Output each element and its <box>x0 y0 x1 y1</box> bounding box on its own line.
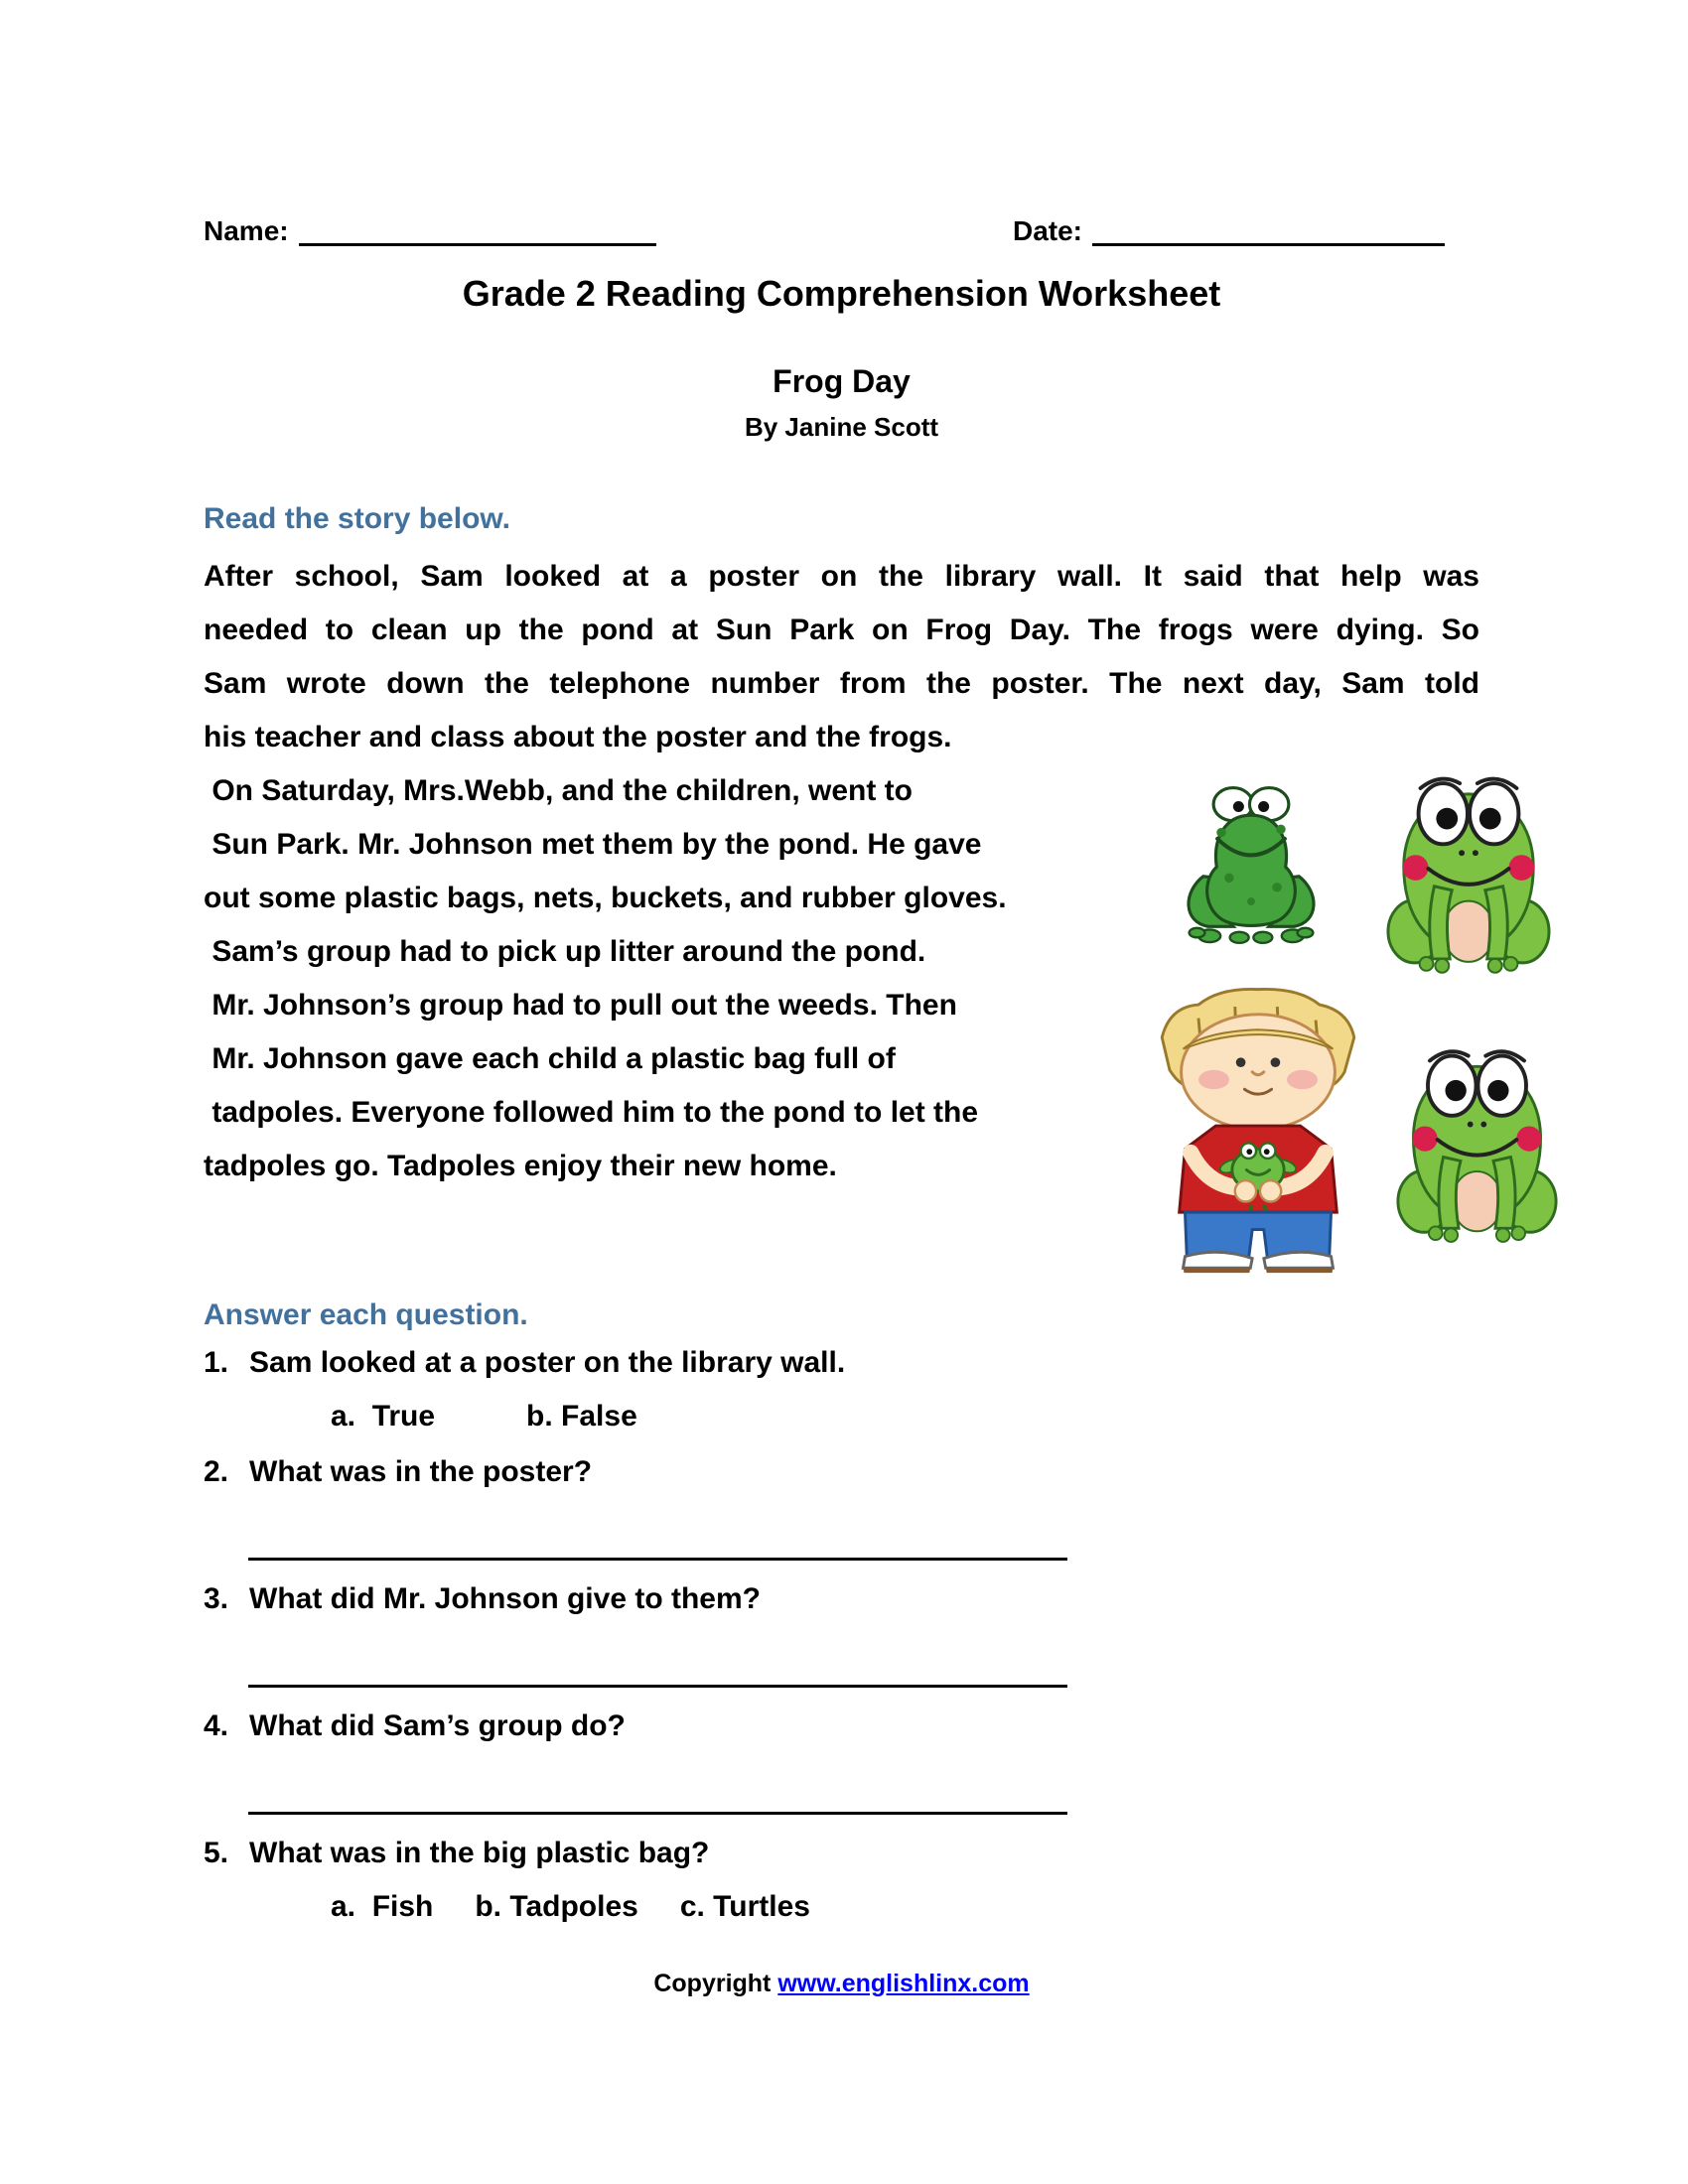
author-byline: By Janine Scott <box>744 412 939 442</box>
question-1 <box>204 1336 1479 1390</box>
story-title: Frog Day <box>773 363 911 399</box>
story-line: his teacher and class about the poster and the frogs. <box>204 721 952 753</box>
question-text: What was in the poster? <box>249 1455 593 1488</box>
sitting-frog-image <box>1177 759 1326 973</box>
question-4 <box>204 1700 1479 1753</box>
name-field <box>204 216 656 246</box>
option-turtles: c. Turtles <box>679 1890 810 1923</box>
question-text: What was in the big plastic bag? <box>249 1837 710 1869</box>
name-date-row <box>204 208 1479 246</box>
story-line: Mr. Johnson gave each child a plastic bag full of <box>204 1042 896 1075</box>
story-line: Sam wrote down the telephone number from the poster. The next day, Sam told <box>204 667 1479 700</box>
question-text: What did Sam’s group do? <box>249 1709 626 1742</box>
question-number: 5. <box>204 1837 229 1869</box>
question-1-options <box>331 1390 1479 1443</box>
answer-questions-heading: Answer each question. <box>204 1298 528 1331</box>
date-field <box>1013 216 1445 246</box>
story-line: Mr. Johnson’s group had to pull out the weeds. Then <box>204 989 957 1022</box>
story-line: On Saturday, Mrs.Webb, and the children, went to <box>204 774 913 807</box>
question-3 <box>204 1572 1479 1626</box>
question-5-options <box>331 1880 1479 1934</box>
option-true: a. True <box>331 1400 436 1433</box>
answer-blank-line <box>248 1626 1067 1688</box>
question-2 <box>204 1445 1479 1499</box>
question-number: 2. <box>204 1455 229 1488</box>
name-blank-line <box>299 220 656 246</box>
question-number: 3. <box>204 1582 229 1615</box>
option-fish: a. Fish <box>331 1890 434 1923</box>
story-line: out some plastic bags, nets, buckets, and rubber gloves. <box>204 882 1007 914</box>
question-text: Sam looked at a poster on the library wall. <box>249 1346 846 1379</box>
date-label: Date: <box>1012 215 1082 246</box>
story-line: needed to clean up the pond at Sun Park on Frog Day. The frogs were dying. So <box>204 614 1479 646</box>
option-false: b. False <box>526 1400 637 1433</box>
footer <box>204 1968 1479 1999</box>
cartoon-frog-image <box>1385 766 1552 975</box>
story-line: Sun Park. Mr. Johnson met them by the pond. He gave <box>204 828 982 861</box>
name-label: Name: <box>204 215 289 246</box>
question-text: What did Mr. Johnson give to them? <box>249 1582 761 1615</box>
question-number: 4. <box>204 1709 229 1742</box>
story-line: After school, Sam looked at a poster on the library wall. It said that help was <box>204 560 1479 593</box>
englishlinx-link[interactable]: www.englishlinx.com <box>777 1970 1030 1997</box>
page-title: Grade 2 Reading Comprehension Worksheet <box>462 273 1221 314</box>
cartoon-frog-image <box>1395 1015 1559 1269</box>
answer-blank-line <box>248 1499 1067 1561</box>
boy-holding-frog-image <box>1138 978 1378 1276</box>
read-story-heading: Read the story below. <box>204 502 510 535</box>
answer-blank-line <box>248 1753 1067 1815</box>
question-5 <box>204 1827 1479 1880</box>
story-line: tadpoles. Everyone followed him to the pond to let the <box>204 1096 979 1129</box>
story-line: Sam’s group had to pick up litter around the pond. <box>204 935 926 968</box>
date-blank-line <box>1092 220 1445 246</box>
story-line: tadpoles go. Tadpoles enjoy their new home. <box>204 1150 837 1182</box>
copyright-label: Copyright <box>653 1970 778 1997</box>
option-tadpoles: b. Tadpoles <box>475 1890 638 1923</box>
question-number: 1. <box>204 1346 229 1379</box>
